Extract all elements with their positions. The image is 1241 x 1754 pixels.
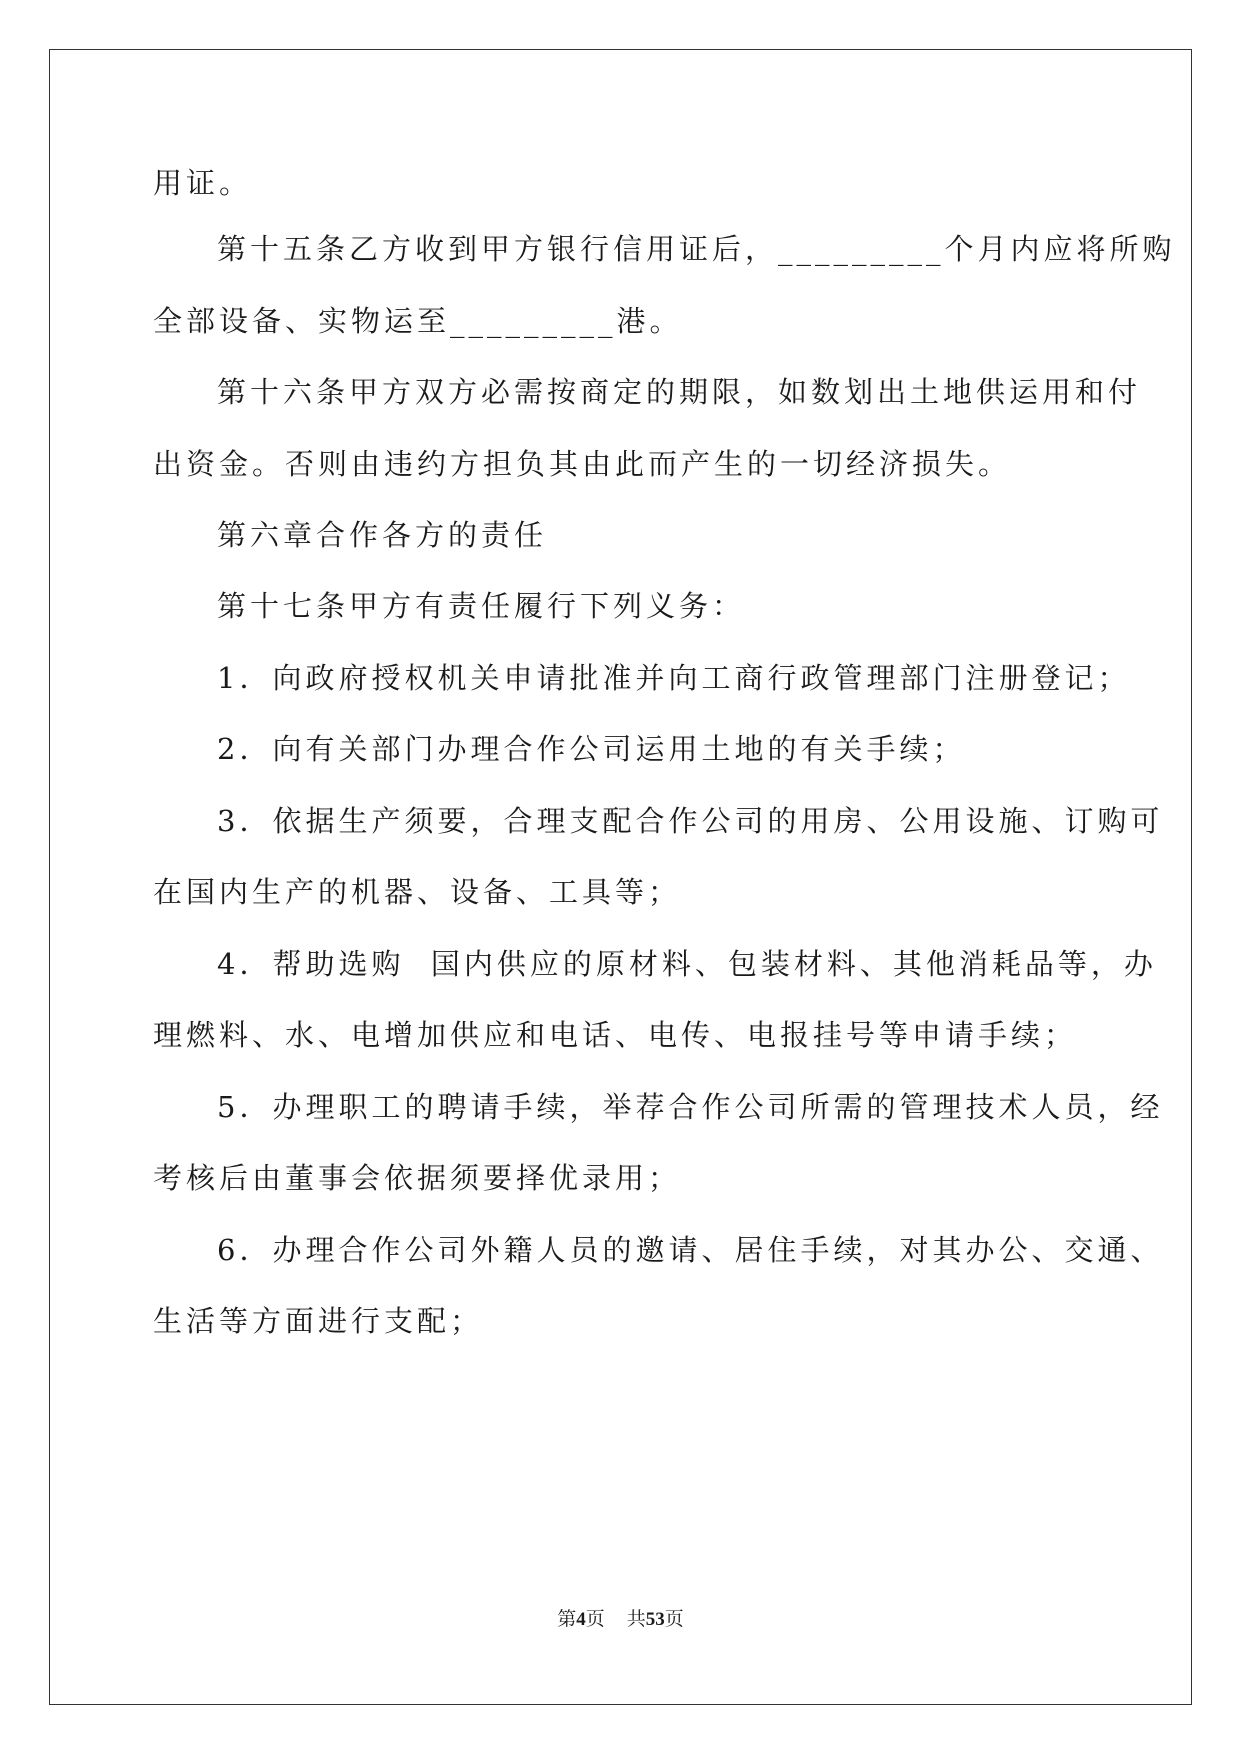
total-prefix: 共 bbox=[626, 1609, 646, 1630]
paragraph-line: 出资金。否则由违约方担负其由此而产生的一切经济损失。 bbox=[153, 447, 1012, 481]
list-item-continuation: 理燃料、水、电增加供应和电话、电传、电报挂号等申请手续； bbox=[153, 1018, 1078, 1052]
list-item: 4．帮助选购 国内供应的原材料、包装材料、其他消耗品等，办 bbox=[217, 947, 1157, 981]
paragraph-line: 全部设备、实物运至_________港。 bbox=[153, 304, 683, 338]
list-item: 6．办理合作公司外籍人员的邀请、居住手续，对其办公、交通、 bbox=[217, 1233, 1164, 1267]
total-pages: 53 bbox=[645, 1609, 665, 1630]
section-heading: 第六章合作各方的责任 bbox=[217, 518, 548, 552]
list-item-continuation: 生活等方面进行支配； bbox=[153, 1304, 484, 1338]
page-footer bbox=[0, 1604, 1241, 1631]
page-suffix: 页 bbox=[585, 1609, 605, 1630]
paragraph-line: 第十七条甲方有责任履行下列义务： bbox=[217, 589, 746, 623]
paragraph-line: 第十五条乙方收到甲方银行信用证后，_________个月内应将所购 bbox=[217, 232, 1176, 266]
list-item: 5．办理职工的聘请手续，举荐合作公司所需的管理技术人员，经 bbox=[217, 1090, 1164, 1124]
page-prefix: 第 bbox=[557, 1609, 577, 1630]
paragraph-line: 用证。 bbox=[153, 166, 253, 200]
list-item: 3．依据生产须要，合理支配合作公司的用房、公用设施、订购可 bbox=[217, 804, 1164, 838]
page-number: 4 bbox=[576, 1609, 586, 1630]
list-item-continuation: 考核后由董事会依据须要择优录用； bbox=[153, 1161, 682, 1195]
list-item: 2．向有关部门办理合作公司运用土地的有关手续； bbox=[217, 732, 966, 766]
list-item: 1．向政府授权机关申请批准并向工商行政管理部门注册登记； bbox=[217, 661, 1131, 695]
list-item-continuation: 在国内生产的机器、设备、工具等； bbox=[153, 875, 682, 909]
total-suffix: 页 bbox=[664, 1609, 684, 1630]
paragraph-line: 第十六条甲方双方必需按商定的期限，如数划出土地供运用和付 bbox=[217, 375, 1142, 409]
